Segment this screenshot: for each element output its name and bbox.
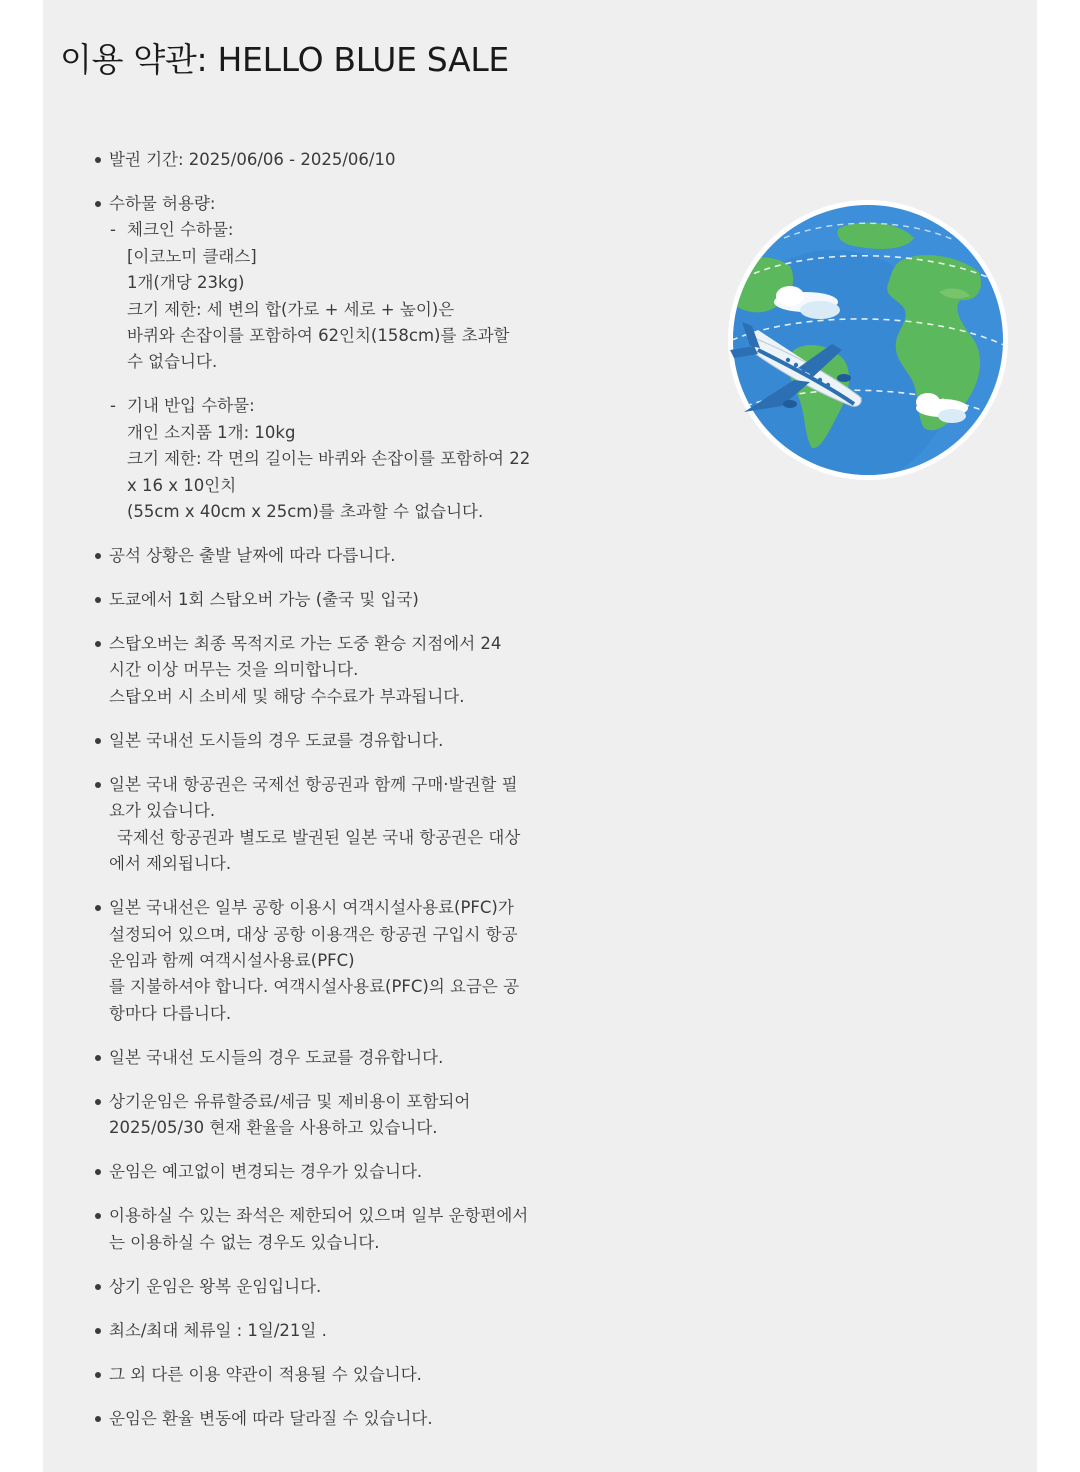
carry-on-size-line: 크기 제한: 각 면의 길이는 바퀴와 손잡이를 포함하여 22 <box>127 449 531 469</box>
fare-change: 운임은 예고없이 변경되는 경우가 있습니다. <box>109 1162 423 1182</box>
list-item <box>92 191 532 525</box>
list-item <box>92 1362 532 1388</box>
issue-period: 발권 기간: 2025/06/06 - 2025/06/10 <box>109 150 396 169</box>
list-item <box>92 1406 532 1432</box>
pfc-line: 설정되어 있으며, 대상 공항 이용객은 항공권 구입시 항공 <box>109 924 518 944</box>
list-item <box>92 1089 532 1142</box>
domestic-ticket-line: 에서 제외됩니다. <box>109 854 232 874</box>
fare-includes-line: 상기운임은 유류할증료/세금 및 제비용이 포함되어 <box>109 1091 471 1111</box>
list-item <box>92 1045 532 1071</box>
list-item <box>92 728 532 754</box>
seat-limit-line: 는 이용하실 수 없는 경우도 있습니다. <box>109 1232 380 1252</box>
domestic-ticket-line: 요가 있습니다. <box>109 801 216 821</box>
fare-includes-line: 2025/05/30 현재 환율을 사용하고 있습니다. <box>109 1118 438 1138</box>
baggage-sublist <box>109 217 532 525</box>
page-title: 이용 약관: HELLO BLUE SALE <box>60 40 509 79</box>
domestic-via-tokyo: 일본 국내선 도시들의 경우 도쿄를 경유합니다. <box>109 1047 444 1067</box>
pfc-line: 를 지불하셔야 합니다. 여객시설사용료(PFC)의 요금은 공 <box>109 977 520 997</box>
stopover-def-line: 시간 이상 머무는 것을 의미합니다. <box>109 660 359 680</box>
list-item <box>92 1159 532 1185</box>
sub-list-item <box>109 393 532 525</box>
list-item <box>92 631 532 710</box>
exchange-rate: 운임은 환율 변동에 따라 달라질 수 있습니다. <box>109 1408 433 1428</box>
min-max-stay: 최소/최대 체류일 : 1일/21일 . <box>109 1320 327 1340</box>
globe-airplane-icon <box>724 200 1009 485</box>
checked-size-line: 바퀴와 손잡이를 포함하여 62인치(158cm)를 초과할 <box>127 326 510 346</box>
checked-cabin-class: [이코노미 클래스] <box>127 246 257 266</box>
sub-list-item <box>109 217 532 375</box>
pfc-line: 항마다 다릅니다. <box>109 1003 232 1023</box>
list-item <box>92 147 532 173</box>
pfc-line: 운임과 함께 여객시설사용료(PFC) <box>109 950 355 970</box>
list-item <box>92 895 532 1027</box>
domestic-via-tokyo: 일본 국내선 도시들의 경우 도쿄를 경유합니다. <box>109 730 444 750</box>
list-item <box>92 772 532 878</box>
list-item <box>92 1274 532 1300</box>
other-terms: 그 외 다른 이용 약관이 적용될 수 있습니다. <box>109 1364 422 1384</box>
seat-availability: 공석 상황은 출발 날짜에 따라 다릅니다. <box>109 546 396 566</box>
pfc-line: 일본 국내선은 일부 공항 이용시 여객시설사용료(PFC)가 <box>109 898 514 918</box>
carry-on-allowance: 개인 소지품 1개: 10kg <box>127 422 296 442</box>
carry-on-size-line: x 16 x 10인치 <box>127 475 237 495</box>
carry-on-size-line: (55cm x 40cm x 25cm)를 초과할 수 없습니다. <box>127 502 484 522</box>
list-item <box>92 543 532 569</box>
checked-baggage-label: - 체크인 수하물: <box>127 220 234 240</box>
domestic-ticket-line: 일본 국내 항공권은 국제선 항공권과 함께 구매·발권할 필 <box>109 774 518 794</box>
checked-size-line: 수 없습니다. <box>127 352 218 372</box>
list-item <box>92 1318 532 1344</box>
seat-limit-line: 이용하실 수 있는 좌석은 제한되어 있으며 일부 운항편에서 <box>109 1206 529 1226</box>
list-item <box>92 1203 532 1256</box>
stopover-def-line: 스탑오버는 최종 목적지로 가는 도중 환승 지점에서 24 <box>109 634 502 654</box>
domestic-ticket-line: 국제선 항공권과 별도로 발권된 일본 국내 항공권은 대상 <box>117 827 521 847</box>
stopover-def-line: 스탑오버 시 소비세 및 해당 수수료가 부과됩니다. <box>109 686 465 706</box>
baggage-heading: 수하물 허용량: <box>109 194 216 213</box>
terms-list <box>92 147 532 1450</box>
list-item <box>92 587 532 613</box>
checked-size-line: 크기 제한: 세 변의 합(가로 + 세로 + 높이)은 <box>127 299 455 319</box>
stopover: 도쿄에서 1회 스탑오버 가능 (출국 및 입국) <box>109 590 419 610</box>
round-trip: 상기 운임은 왕복 운임입니다. <box>109 1276 322 1296</box>
carry-on-label: - 기내 반입 수하물: <box>127 396 255 416</box>
checked-allowance: 1개(개당 23kg) <box>127 273 245 293</box>
